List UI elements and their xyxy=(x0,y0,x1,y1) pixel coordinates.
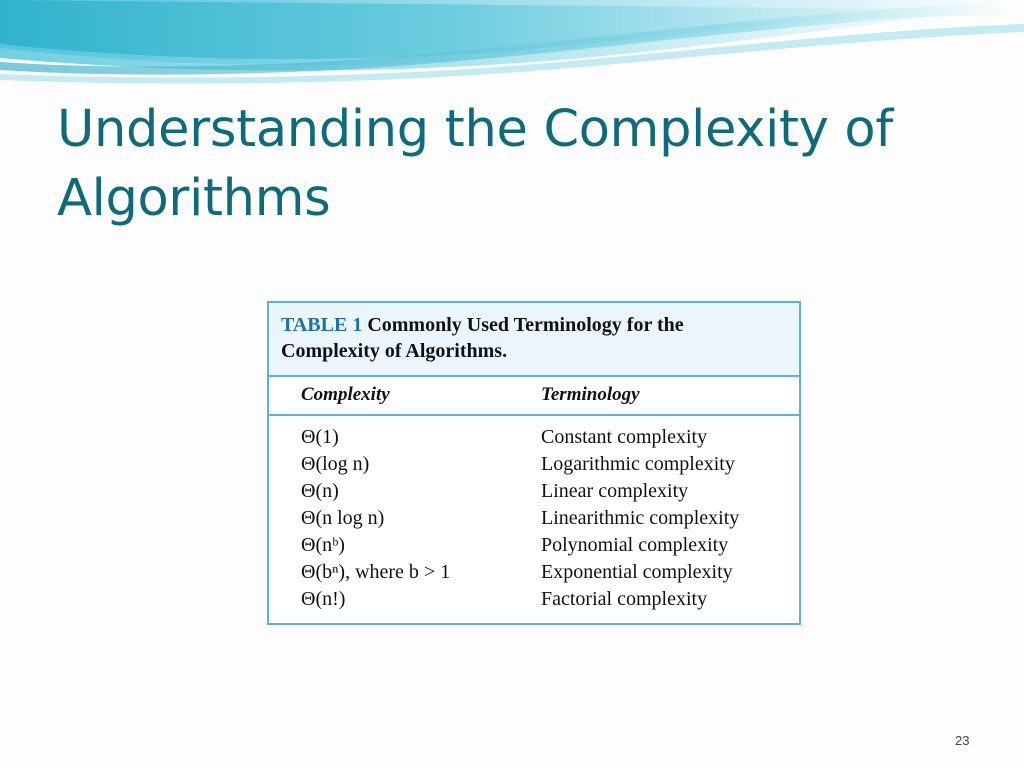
cell-terminology: Logarithmic complexity xyxy=(541,453,735,476)
column-header-complexity: Complexity xyxy=(301,384,390,406)
table-row xyxy=(269,532,799,559)
table-caption xyxy=(269,303,799,377)
table-row xyxy=(269,478,799,505)
cell-complexity: Θ(n) xyxy=(301,480,339,503)
cell-terminology: Linearithmic complexity xyxy=(541,507,740,530)
cell-terminology: Linear complexity xyxy=(541,480,689,503)
cell-complexity: Θ(n log n) xyxy=(301,507,385,530)
cell-terminology: Constant complexity xyxy=(541,426,708,449)
cell-terminology: Exponential complexity xyxy=(541,561,733,584)
cell-complexity: Θ(bⁿ), where b > 1 xyxy=(301,561,451,584)
cell-complexity: Θ(log n) xyxy=(301,453,370,476)
column-header-terminology: Terminology xyxy=(541,384,640,406)
slide-page-number: 23 xyxy=(955,733,970,748)
table-row xyxy=(269,559,799,586)
table-row xyxy=(269,505,799,532)
table-row xyxy=(269,451,799,478)
cell-terminology: Polynomial complexity xyxy=(541,534,729,557)
cell-complexity: Θ(n!) xyxy=(301,588,346,611)
slide-title: Understanding the Complexity of Algorithms xyxy=(57,100,893,228)
table-caption-text: Commonly Used Terminology for the Complexity of Algorithms. xyxy=(281,314,684,362)
decorative-banner xyxy=(0,0,1024,110)
table-header-row xyxy=(269,377,799,416)
table-row xyxy=(269,424,799,451)
cell-complexity: Θ(1) xyxy=(301,426,339,449)
table-body xyxy=(269,416,799,623)
complexity-table-figure xyxy=(267,301,801,625)
table-row xyxy=(269,586,799,613)
table-label: TABLE 1 xyxy=(281,314,363,336)
cell-terminology: Factorial complexity xyxy=(541,588,708,611)
cell-complexity: Θ(nᵇ) xyxy=(301,534,345,557)
